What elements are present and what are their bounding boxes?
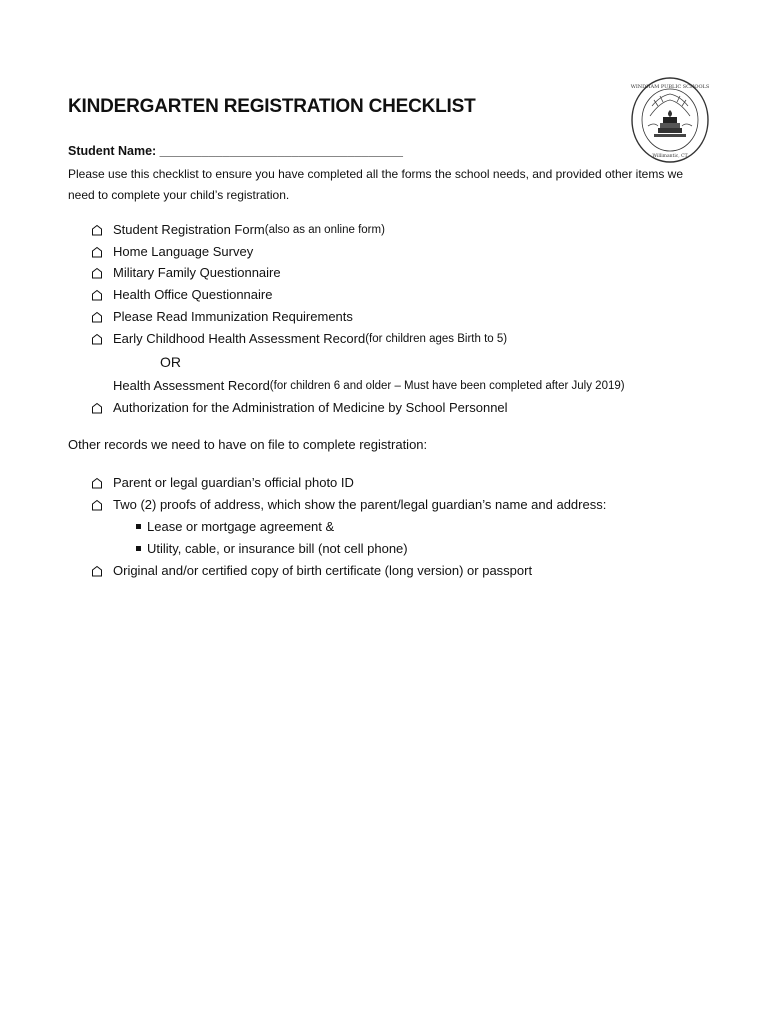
checklist-item-label: Please Read Immunization Requirements	[113, 309, 353, 324]
sub-item-label: Lease or mortgage agreement &	[147, 519, 335, 534]
alt-record-note: (for children 6 and older – Must have been completed after July 2019)	[269, 380, 625, 392]
checklist-item-immunization[interactable]	[91, 309, 353, 325]
page-title: KINDERGARTEN REGISTRATION CHECKLIST	[68, 96, 476, 117]
checklist-item-registration-form[interactable]	[91, 222, 385, 238]
house-checkbox-icon[interactable]	[91, 402, 113, 414]
seal-bottom-text: Willimantic, CT	[652, 154, 688, 159]
house-checkbox-icon[interactable]	[91, 311, 113, 323]
house-checkbox-icon[interactable]	[91, 499, 113, 511]
other-item-photo-id[interactable]	[91, 475, 354, 491]
checklist-item-early-childhood-record[interactable]	[91, 331, 507, 347]
checklist-item-label: Home Language Survey	[113, 244, 254, 259]
house-checkbox-icon[interactable]	[91, 246, 113, 258]
other-records-heading: Other records we need to have on file to complete registration:	[68, 437, 428, 452]
house-checkbox-icon[interactable]	[91, 289, 113, 301]
checklist-item-label: Early Childhood Health Assessment Record	[113, 331, 366, 346]
or-separator: OR	[160, 354, 181, 370]
checklist-item-medicine-authorization[interactable]	[91, 400, 508, 416]
checklist-item-note: (also as an online form)	[264, 224, 385, 236]
checklist-item-language-survey[interactable]	[91, 244, 253, 260]
house-checkbox-icon[interactable]	[91, 565, 113, 577]
house-checkbox-icon[interactable]	[91, 267, 113, 279]
house-checkbox-icon[interactable]	[91, 477, 113, 489]
checklist-item-military-questionnaire[interactable]	[91, 265, 281, 281]
sub-item-utility-bill	[136, 541, 408, 556]
house-checkbox-icon[interactable]	[91, 333, 113, 345]
checklist-item-label: Health Office Questionnaire	[113, 287, 273, 302]
school-seal-logo	[630, 76, 710, 164]
student-name-field[interactable]: Student Name: ___________________________________	[68, 144, 403, 158]
alt-record-label: Health Assessment Record	[113, 378, 270, 393]
checklist-item-label: Student Registration Form	[113, 222, 265, 237]
other-item-label: Parent or legal guardian’s official photo ID	[113, 475, 354, 490]
checklist-item-label: Authorization for the Administration of Medicine by School Personnel	[113, 400, 508, 415]
checklist-item-label: Military Family Questionnaire	[113, 265, 281, 280]
other-item-birth-certificate[interactable]	[91, 563, 532, 579]
square-bullet-icon	[136, 546, 141, 551]
checklist-item-note: (for children ages Birth to 5)	[365, 333, 508, 345]
other-item-label: Two (2) proofs of address, which show the parent/legal guardian’s name and address:	[113, 497, 607, 512]
sub-item-label: Utility, cable, or insurance bill (not cell phone)	[147, 541, 408, 556]
sub-item-lease	[136, 519, 334, 534]
checklist-item-health-questionnaire[interactable]	[91, 287, 272, 303]
intro-paragraph: Please use this checklist to ensure you have completed all the forms the school needs, and provided other items we need to complete your child’s registration.	[68, 167, 684, 202]
house-checkbox-icon[interactable]	[91, 224, 113, 236]
square-bullet-icon	[136, 524, 141, 529]
other-item-label: Original and/or certified copy of birth certificate (long version) or passport	[113, 563, 533, 578]
other-item-proof-of-address[interactable]	[91, 497, 606, 513]
seal-top-text: WINDHAM PUBLIC SCHOOLS	[630, 84, 710, 90]
alt-health-record	[113, 378, 625, 394]
